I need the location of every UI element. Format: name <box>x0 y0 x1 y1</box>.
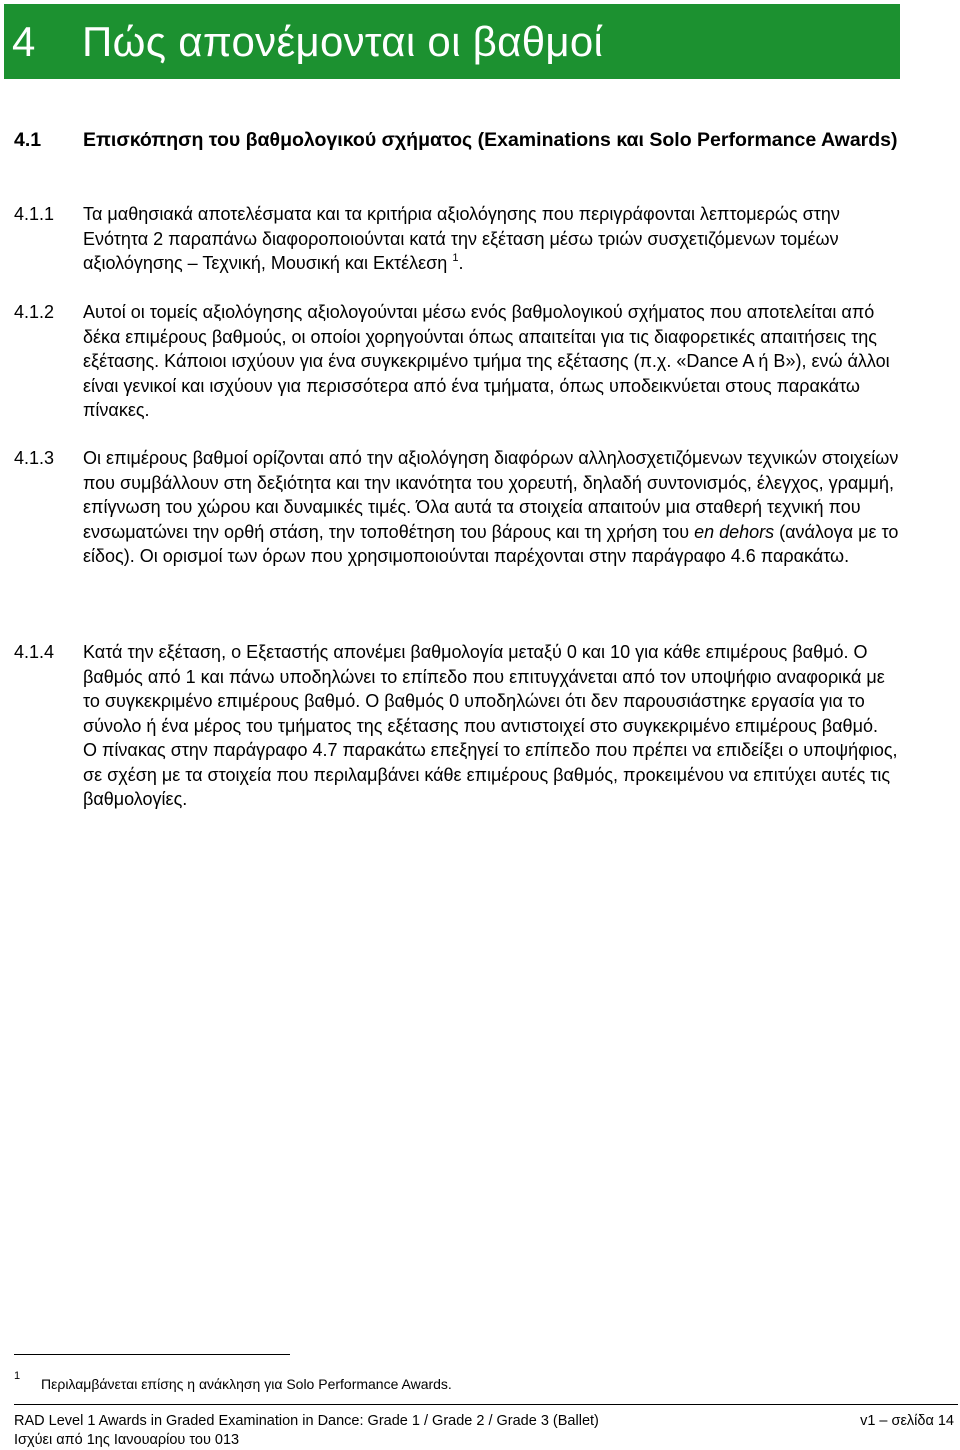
paragraph-4-1-4 <box>14 640 899 812</box>
paragraph-text: Τα μαθησιακά αποτελέσματα και τα κριτήρια αξιολόγησης που περιγράφονται λεπτομερώς στην Ενότητα 2 παραπάνω διαφοροποιούνται κατά την εξέταση μέσω τριών συσχετιζόμενων τομέων αξιολόγησης – Τεχνική, Μουσική και Εκτέλεση $^1$. <box>83 204 840 273</box>
italic-term: en dehors <box>694 521 775 542</box>
footer-document-title: RAD Level 1 Awards in Graded Examination in Dance: Grade 1 / Grade 2 / Grade 3 (Ballet) <box>14 1413 599 1429</box>
section-number: 4.1 <box>14 129 42 151</box>
chapter-heading <box>4 4 900 79</box>
footer-page-number: v1 – σελίδα 14 <box>860 1413 954 1429</box>
page-footer <box>14 1404 958 1450</box>
footer-row <box>14 1412 954 1431</box>
paragraph-text: Κατά την εξέταση, ο Εξεταστής απονέμει βαθμολογία μεταξύ 0 και 10 για κάθε επιμέρους βαθμό. Ο βαθμός από 1 και πάνω υποδηλώνει το επίπεδο που επιτυγχάνεται από τον υποψήφιο αναφορικά με το συγκεκριμένο επιμέρους βαθμό. Ο βαθμός 0 υποδηλώνει ότι δεν παρουσιάστηκε εργασία για το σύνολο ή ένα μέρος του τμήματος της εξέτασης που αντιστοιχεί στο συγκεκριμένο επιμέρους βαθμό. Ο πίνακας στην παράγραφο 4.7 παρακάτω επεξηγεί το επίπεδο που πρέπει να επιδείξει ο υποψήφιος, σε σχέση με τα στοιχεία που περιλαμβάνει κάθε επιμέρους βαθμός, προκειμένου να επιτύχει αυτές τις βαθμολογίες. <box>83 642 898 809</box>
footnote-reference[interactable]: 1 <box>452 252 459 264</box>
chapter-title: Πώς απονέμονται οι βαθμοί <box>82 18 604 65</box>
paragraph-4-1-2 <box>14 300 899 423</box>
paragraph-text: Οι επιμέρους βαθμοί ορίζονται από την αξιολόγηση διαφόρων αλληλοσχετιζόμενων τεχνικών στοιχείων που συμβάλλουν στη δεξιότητα και την ικανότητα του χορευτή, δηλαδή συντονισμός, έλεγχος, γραμμή, επίγνωση του χώρου και δυναμικές τιμές. Όλα αυτά τα στοιχεία απαιτούν μια σταθερή τεχνική που ενσωματώνει την ορθή στάση, την τοποθέτηση του βάρους και τη χρήση του en dehors (ανάλογα με το είδος). Οι ορισμοί των όρων που χρησιμοποιούνται παρέχονται στην παράγραφο 4.6 παρακάτω. <box>83 448 899 566</box>
footer-effective-date: Ισχύει από 1ης Ιανουαρίου του 013 <box>14 1432 240 1448</box>
paragraph-number: 4.1.1 <box>14 204 55 224</box>
paragraph-number: 4.1.4 <box>14 642 55 662</box>
section-title: Επισκόπηση του βαθμολογικού σχήματος (Examinations και Solo Performance Awards) <box>83 129 898 151</box>
paragraph-number: 4.1.3 <box>14 448 55 468</box>
paragraph-4-1-3 <box>14 446 899 569</box>
paragraph-4-1-1 <box>14 202 899 276</box>
chapter-number: 4 <box>12 18 36 65</box>
footnote <box>14 1371 914 1393</box>
section-heading <box>14 128 914 153</box>
paragraph-number: 4.1.2 <box>14 302 55 322</box>
footnote-mark: 1 <box>14 1370 21 1382</box>
footnote-text: Περιλαμβάνεται επίσης η ανάκληση για Solo Performance Awards. <box>41 1376 452 1392</box>
footnote-separator <box>14 1354 290 1355</box>
paragraph-text: Αυτοί οι τομείς αξιολόγησης αξιολογούνται μέσω ενός βαθμολογικού σχήματος που αποτελείται από δέκα επιμέρους βαθμούς, οι οποίοι χορηγούνται όπως απαιτείται για τις διαφορετικές απαιτήσεις της εξέτασης. Κάποιοι ισχύουν για ένα συγκεκριμένο τμήμα της εξέτασης (π.χ. «Dance A ή B»), ενώ άλλοι είναι γενικοί και ισχύουν για περισσότερα από ένα τμήματα, όπως υποδεικνύεται στους παρακάτω πίνακες. <box>83 302 890 420</box>
